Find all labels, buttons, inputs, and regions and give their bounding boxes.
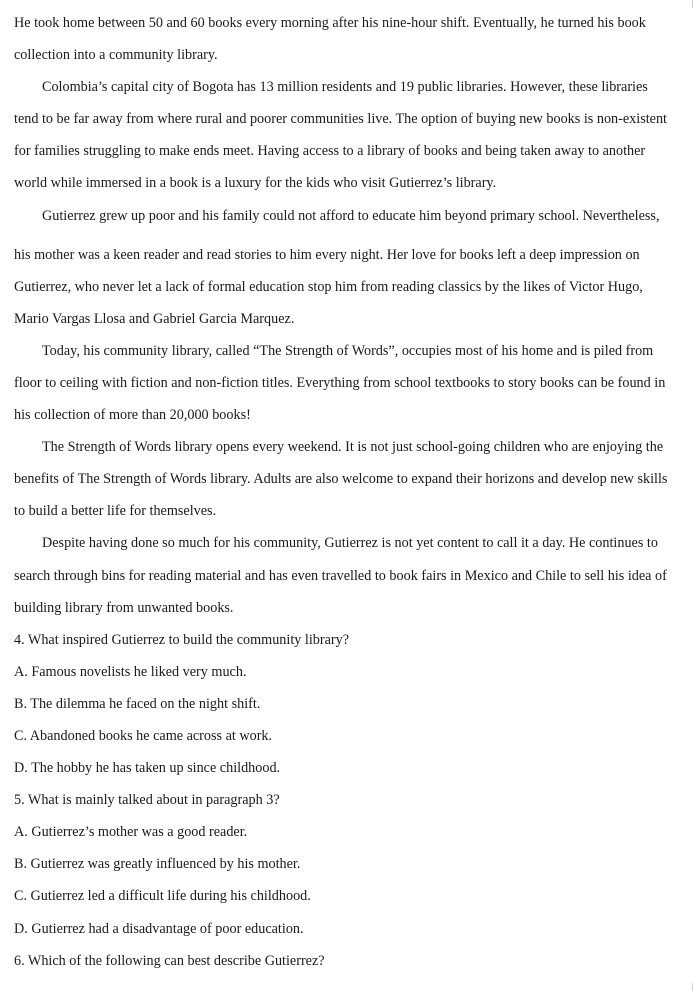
text-line: his collection of more than 20,000 books! bbox=[14, 407, 251, 424]
text-line: collection into a community library. bbox=[14, 47, 218, 64]
text-line: Despite having done so much for his community, Gutierrez is not yet content to call it a day. He continues to bbox=[42, 535, 658, 552]
text-line: Today, his community library, called “The Strength of Words”, occupies most of his home and is piled from bbox=[42, 342, 654, 359]
text-line: 4. What inspired Gutierrez to build the community library? bbox=[14, 631, 350, 648]
text-line: A. Famous novelists he liked very much. bbox=[14, 663, 247, 680]
text-line: world while immersed in a book is a luxury for the kids who visit Gutierrez’s library. bbox=[14, 175, 497, 192]
text-line: benefits of The Strength of Words library. Adults are also welcome to expand their horizons and develop new skills bbox=[14, 471, 668, 488]
text-line: B. Gutierrez was greatly influenced by his mother. bbox=[14, 856, 301, 873]
text-line: to build a better life for themselves. bbox=[14, 503, 217, 520]
text-line: tend to be far away from where rural and poorer communities live. The option of buying new books is non-existent bbox=[14, 111, 667, 128]
text-line: building library from unwanted books. bbox=[14, 599, 234, 616]
text-line: Gutierrez, who never let a lack of formal education stop him from reading classics by the likes of Victor Hugo, bbox=[14, 278, 643, 295]
text-line: The Strength of Words library opens every weekend. It is not just school-going children who are enjoying the bbox=[42, 439, 664, 456]
text-line: Gutierrez grew up poor and his family could not afford to educate him beyond primary school. Nevertheless, bbox=[42, 207, 660, 224]
text-line: Colombia’s capital city of Bogota has 13 million residents and 19 public libraries. However, these libraries bbox=[42, 79, 648, 96]
text-line: He took home between 50 and 60 books every morning after his nine-hour shift. Eventually, he turned his book bbox=[14, 15, 646, 31]
text-line: A. Gutierrez’s mother was a good reader. bbox=[14, 824, 248, 841]
text-line: 6. Which of the following can best describe Gutierrez? bbox=[14, 952, 325, 969]
text-line: search through bins for reading material and has even travelled to book fairs in Mexico and Chile to sell his idea of bbox=[14, 567, 667, 584]
text-line: B. The dilemma he faced on the night shift. bbox=[14, 695, 261, 712]
document-page bbox=[14, 7, 686, 977]
text-line: D. The hobby he has taken up since childhood. bbox=[14, 760, 281, 777]
text-line: C. Abandoned books he came across at work. bbox=[14, 727, 273, 744]
text-line: C. Gutierrez led a difficult life during his childhood. bbox=[14, 888, 311, 905]
text-line: D. Gutierrez had a disadvantage of poor education. bbox=[14, 920, 304, 937]
text-line: for families struggling to make ends meet. Having access to a library of books and being taken away to another bbox=[14, 143, 646, 160]
text-line: 5. What is mainly talked about in paragraph 3? bbox=[14, 792, 280, 809]
text-line: his mother was a keen reader and read stories to him every night. Her love for books left a deep impression on bbox=[14, 246, 640, 263]
text-line: floor to ceiling with fiction and non-fiction titles. Everything from school textbooks to story books can be found in bbox=[14, 374, 666, 391]
text-line: Mario Vargas Llosa and Gabriel Garcia Marquez. bbox=[14, 310, 295, 327]
